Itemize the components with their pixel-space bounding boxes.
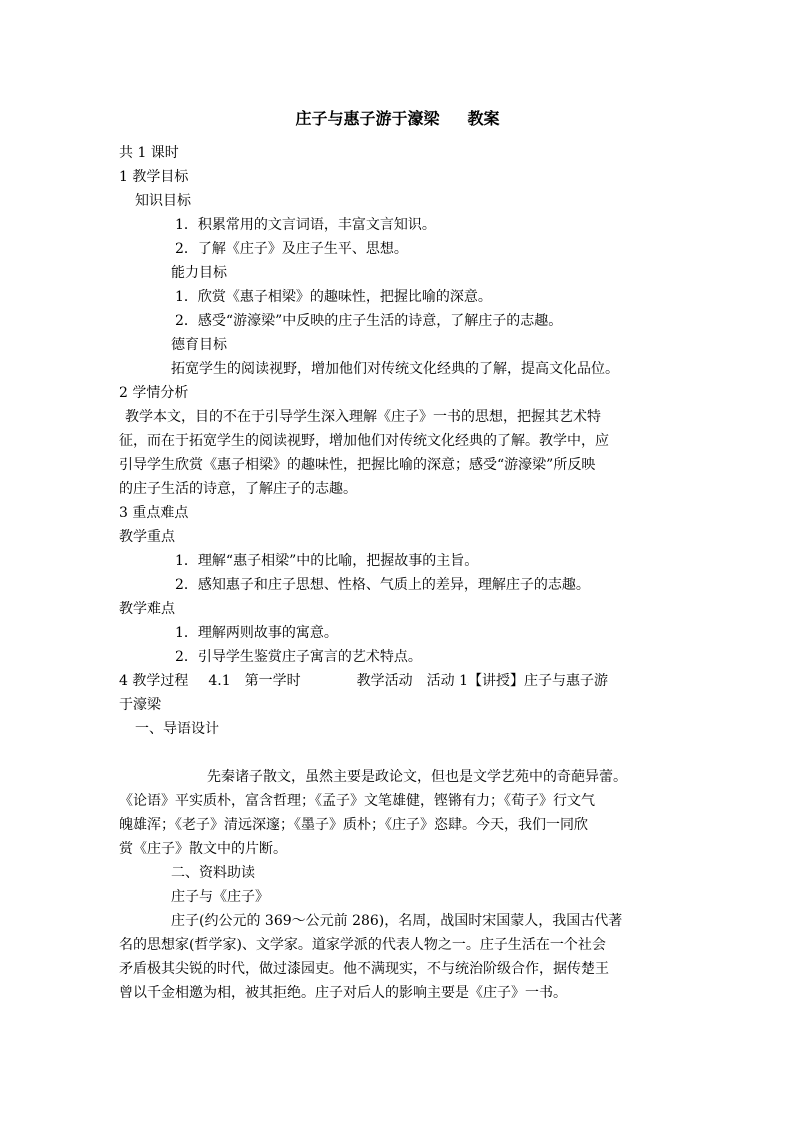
paragraph-line: 名的思想家(哲学家)、文学家。道家学派的代表人物之一。庄子生活在一个社会 bbox=[119, 937, 606, 953]
list-item: 1．理解两则故事的寓意。 bbox=[175, 625, 338, 641]
list-item: 2．了解《庄子》及庄子生平、思想。 bbox=[175, 241, 408, 257]
activity-label: 教学活动 bbox=[356, 673, 413, 689]
section-heading-process bbox=[119, 669, 676, 693]
paragraph-line: 先秦诸子散文，虽然主要是政论文，但也是文学艺苑中的奇葩异蕾。 bbox=[207, 769, 627, 785]
subsection-heading: 能力目标 bbox=[171, 265, 227, 281]
list-item: 1．积累常用的文言词语，丰富文言知识。 bbox=[175, 217, 436, 233]
list-item: 2．引导学生鉴赏庄子寓言的艺术特点。 bbox=[175, 649, 422, 665]
paragraph-line: 征，而在于拓宽学生的阅读视野，增加他们对传统文化经典的了解。教学中，应 bbox=[119, 433, 609, 449]
session-label: 第一学时 bbox=[244, 673, 301, 689]
paragraph-line: 矛盾极其尖锐的时代，做过漆园吏。他不满现实，不与统治阶级合作，据传楚王 bbox=[119, 961, 609, 977]
section-heading: 1 教学目标 bbox=[119, 169, 189, 185]
subsection-heading: 德育目标 bbox=[171, 337, 227, 353]
paragraph-line: 拓宽学生的阅读视野，增加他们对传统文化经典的了解，提高文化品位。 bbox=[171, 361, 619, 377]
document-title bbox=[119, 108, 676, 130]
list-item: 2．感受“游濠梁”中反映的庄子生活的诗意，了解庄子的志趣。 bbox=[175, 313, 563, 329]
paragraph-line: 教学本文，目的不在于引导学生深入理解《庄子》一书的思想，把握其艺术特 bbox=[125, 409, 601, 425]
title-suffix: 教案 bbox=[467, 109, 500, 128]
activity-title: 活动 1【讲授】庄子与惠子游 bbox=[426, 673, 608, 689]
list-item: 1．欣赏《惠子相梁》的趣味性，把握比喻的深意。 bbox=[175, 289, 492, 305]
list-item: 1．理解“惠子相梁”中的比喻，把握故事的主旨。 bbox=[175, 553, 479, 569]
paragraph-line: 赏《庄子》散文中的片断。 bbox=[119, 841, 287, 857]
process-heading: 4 教学过程 bbox=[119, 673, 189, 689]
subsection-heading: 知识目标 bbox=[135, 193, 191, 209]
subsection-heading: 二、资料助读 bbox=[171, 865, 255, 881]
subsection-heading: 教学重点 bbox=[119, 529, 175, 545]
paragraph-line: 的庄子生活的诗意，了解庄子的志趣。 bbox=[119, 481, 357, 497]
subsection-heading: 庄子与《庄子》 bbox=[171, 889, 269, 905]
section-heading: 3 重点难点 bbox=[119, 505, 189, 521]
list-item: 2．感知惠子和庄子思想、性格、气质上的差异，理解庄子的志趣。 bbox=[175, 577, 590, 593]
paragraph-line: 魄雄浑；《老子》清远深邃；《墨子》质朴；《庄子》恣肆。今天，我们一同欣 bbox=[119, 817, 588, 833]
subsection-heading: 教学难点 bbox=[119, 601, 175, 617]
paragraph-line: 曾以千金相邀为相，被其拒绝。庄子对后人的影响主要是《庄子》一书。 bbox=[119, 985, 567, 1001]
class-hours: 共 1 课时 bbox=[119, 145, 179, 161]
session-number: 4.1 bbox=[208, 673, 231, 689]
title-main: 庄子与惠子游于濠梁 bbox=[295, 109, 440, 128]
section-heading: 2 学情分析 bbox=[119, 385, 189, 401]
paragraph-line: 引导学生欣赏《惠子相梁》的趣味性，把握比喻的深意；感受“游濠梁”所反映 bbox=[119, 457, 596, 473]
subsection-heading: 一、导语设计 bbox=[135, 721, 219, 737]
paragraph-line: 庄子(约公元的 369～公元前 286)，名周，战国时宋国蒙人，我国古代著 bbox=[171, 913, 623, 929]
paragraph-line: 于濠梁 bbox=[119, 697, 161, 713]
paragraph-line: 《论语》平实质朴，富含哲理；《孟子》文笔雄健，铿锵有力；《荀子》行文气 bbox=[119, 793, 595, 809]
